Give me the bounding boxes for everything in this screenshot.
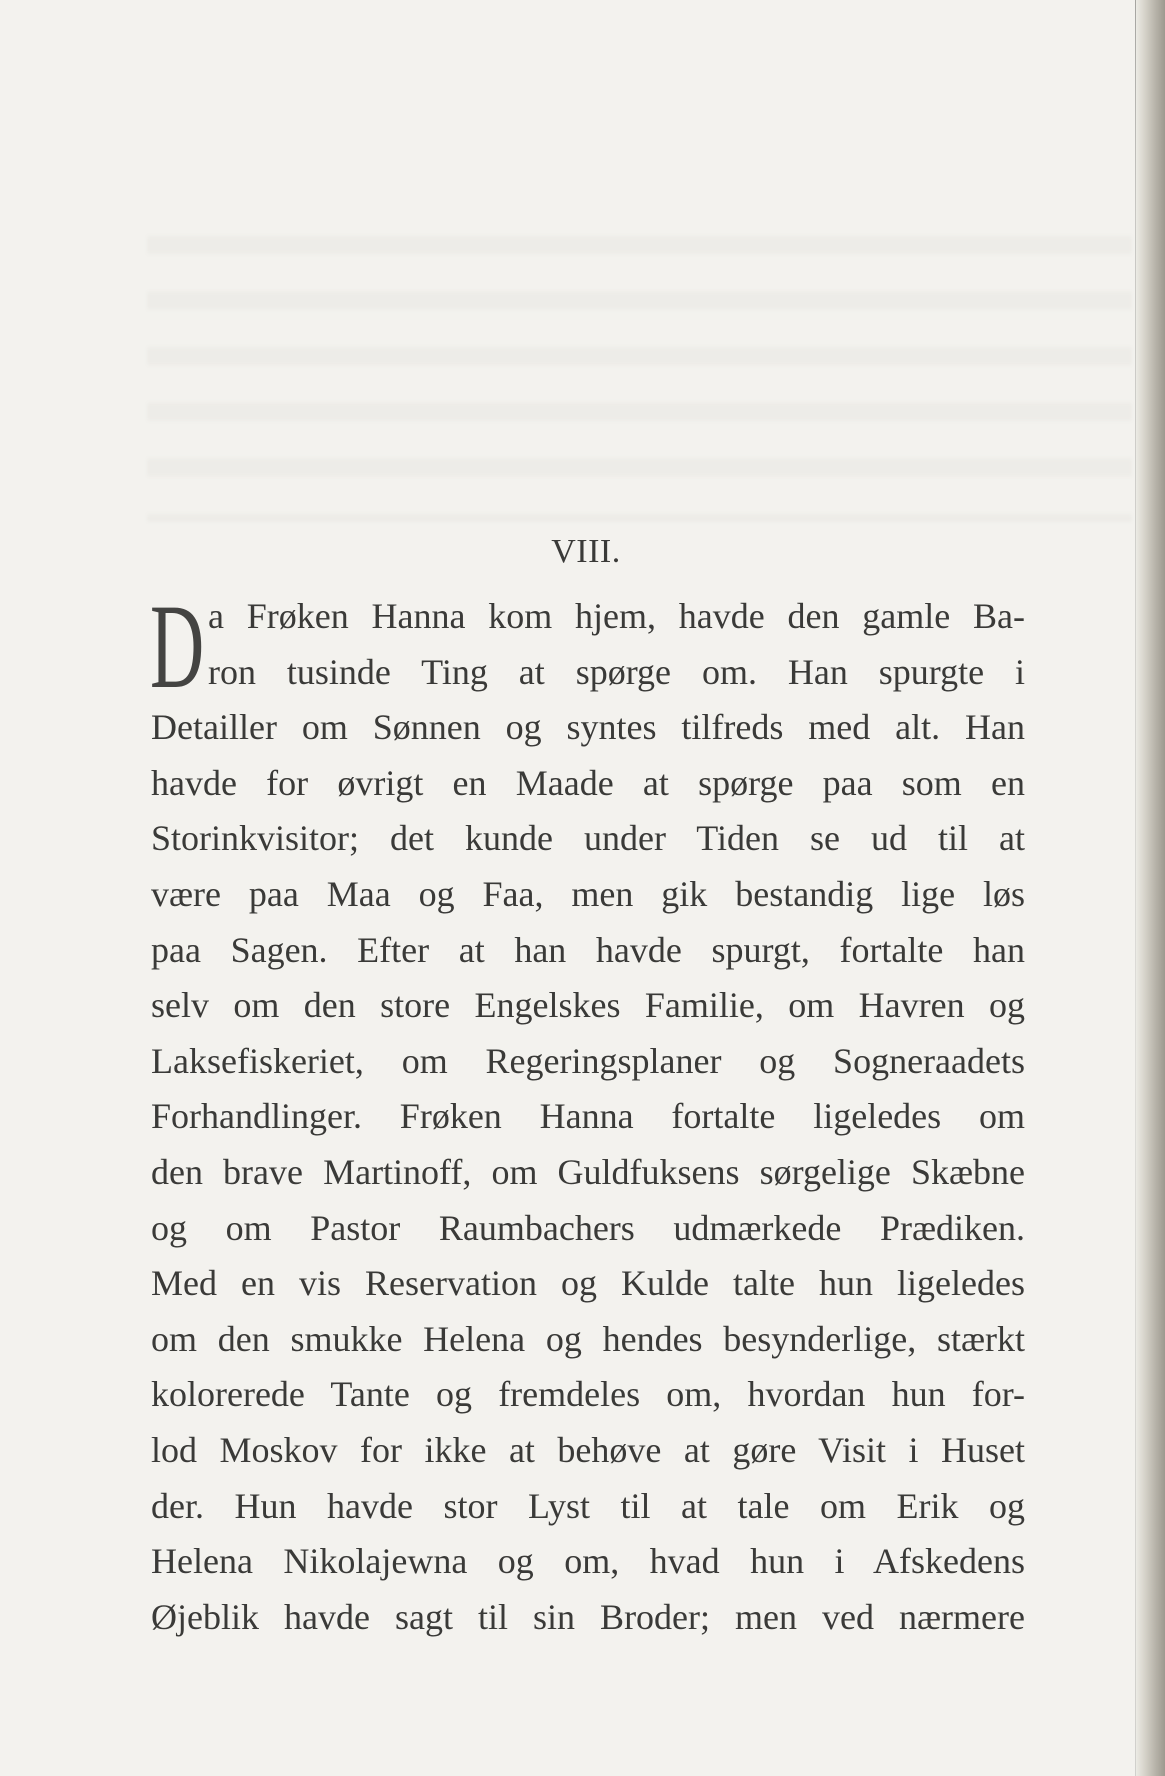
text-line: Helena Nikolajewna og om, hvad hun i Afskedens: [151, 1541, 1025, 1582]
page-edge-shadow: [1136, 0, 1165, 1776]
text-line: Forhandlinger. Frøken Hanna fortalte ligeledes om: [151, 1096, 1025, 1137]
text-line: havde for øvrigt en Maade at spørge paa som en: [151, 762, 1025, 803]
text-line: Med en vis Reservation og Kulde talte hun ligeledes: [151, 1263, 1025, 1304]
drop-cap: D: [150, 580, 205, 714]
text-line: Laksefiskeriet, om Regeringsplaner og Sogneraadets: [151, 1040, 1025, 1081]
text-line: Øjeblik havde sagt til sin Broder; men ved nærmere: [151, 1596, 1025, 1637]
text-line: selv om den store Engelskes Familie, om Havren og: [151, 985, 1025, 1026]
text-line: a Frøken Hanna kom hjem, havde den gamle Ba-: [208, 596, 1025, 636]
text-line: paa Sagen. Efter at han havde spurgt, fortalte han: [151, 929, 1025, 970]
text-body: [150, 580, 1025, 1645]
text-line: den brave Martinoff, om Guldfuksens sørgelige Skæbne: [151, 1151, 1025, 1192]
text-line: Detailler om Sønnen og syntes tilfreds med alt. Han: [151, 707, 1025, 748]
text-line: og om Pastor Raumbachers udmærkede Prædiken.: [151, 1207, 1025, 1248]
chapter-heading: VIII.: [551, 533, 621, 570]
text-line: kolorerede Tante og fremdeles om, hvordan hun for-: [151, 1374, 1025, 1415]
text-line: ron tusinde Ting at spørge om. Han spurgte i: [208, 651, 1025, 692]
text-line: der. Hun havde stor Lyst til at tale om Erik og: [151, 1485, 1025, 1526]
text-line: Storinkvisitor; det kunde under Tiden se ud til at: [151, 818, 1025, 859]
show-through-shading: [147, 204, 1132, 522]
text-line: lod Moskov for ikke at behøve at gøre Visit i Huset: [151, 1429, 1025, 1470]
text-line: om den smukke Helena og hendes besynderlige, stærkt: [151, 1318, 1025, 1359]
text-line: være paa Maa og Faa, men gik bestandig lige løs: [151, 873, 1025, 914]
